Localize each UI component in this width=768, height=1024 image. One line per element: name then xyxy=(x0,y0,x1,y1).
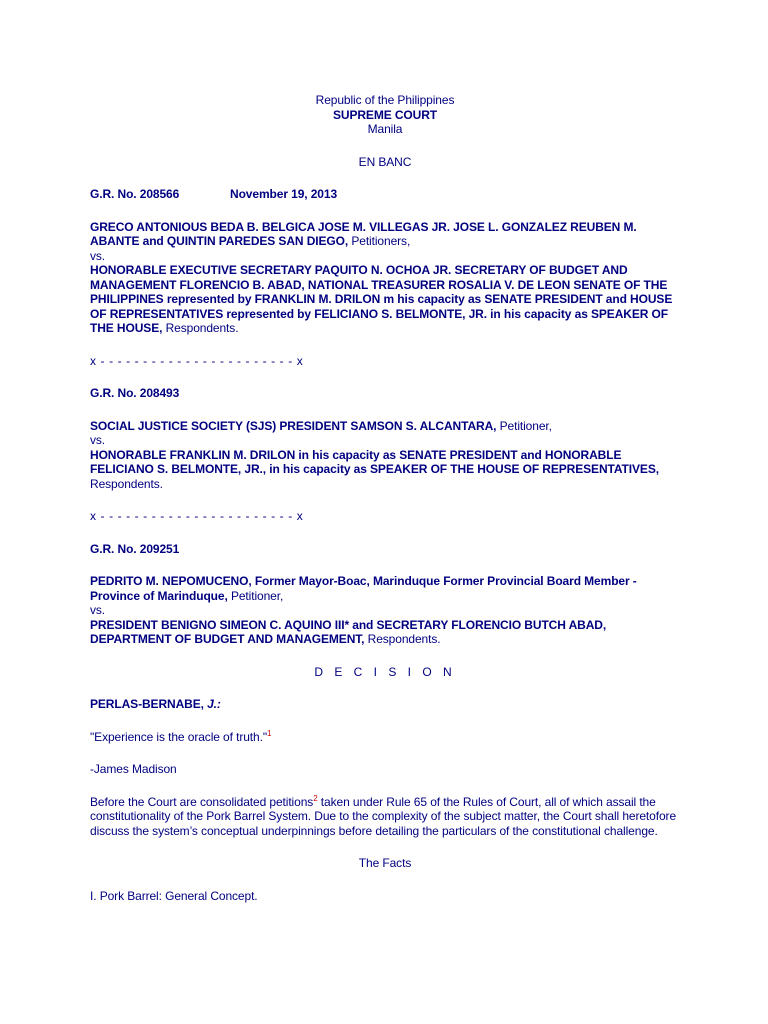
epigraph-author: -James Madison xyxy=(90,762,177,776)
epigraph-quote-text: "Experience is the oracle of truth." xyxy=(90,729,268,744)
ponente xyxy=(90,697,680,712)
case1-heading xyxy=(90,187,680,202)
ponente-name: PERLAS-BERNABE, xyxy=(90,697,204,711)
case3-vs: vs. xyxy=(90,603,106,617)
case1-gr-number: G.R. No. 208566 xyxy=(90,187,180,201)
intro-part-1: Before the Court are consolidated petitions xyxy=(90,794,314,809)
decision-heading: D E C I S I O N xyxy=(314,664,456,679)
separator-2: x - - - - - - - - - - - - - - - - - - - - - - - x xyxy=(90,509,304,523)
case3-respondent-role: Respondents. xyxy=(364,632,441,646)
case2-vs: vs. xyxy=(90,433,106,447)
case2-petitioner-names: SOCIAL JUSTICE SOCIETY (SJS) PRESIDENT SAMSON S. ALCANTARA, xyxy=(90,418,497,433)
case2-petitioner xyxy=(90,419,680,434)
footnote-link-2[interactable]: 2 xyxy=(313,793,318,803)
case3-petitioner xyxy=(90,574,680,603)
intro-part-2: taken under Rule 65 of the Rules of Court, all of which assail the constitutionality of the Pork Barrel System. Due to the complexity of the subject matter, the Court shall heretofore discuss the system’s conceptual underpinnings before detailing the particulars of the constitutional challenge. xyxy=(90,794,677,838)
case2-respondent-role: Respondents. xyxy=(90,476,163,491)
case1-petitioner-role: Petitioners, xyxy=(348,234,411,248)
footnote-link-1[interactable]: 1 xyxy=(267,728,272,738)
case1-date: November 19, 2013 xyxy=(230,187,338,201)
ponente-title: J.: xyxy=(203,697,221,711)
header-block xyxy=(90,93,680,137)
case1-respondent-names: HONORABLE EXECUTIVE SECRETARY PAQUITO N. OCHOA JR. SECRETARY OF BUDGET AND MANAGEMENT FLORENCIO B. ABAD, NATIONAL TREASURER ROSALIA V. DE LEON SENATE OF THE PHILIPPINES represented by FRANKLIN M. DRILON m his capacity as SENATE PRESIDENT and HOUSE OF REPRESENTATIVES represented by FELICIANO S. BELMONTE, JR. in his capacity as SPEAKER OF THE HOUSE, xyxy=(90,263,673,335)
case3-respondents xyxy=(90,618,680,647)
case2-respondent-names: HONORABLE FRANKLIN M. DRILON in his capacity as SENATE PRESIDENT and HONORABLE FELICIANO S. BELMONTE, JR., in his capacity as SPEAKER OF THE HOUSE OF REPRESENTATIVES, xyxy=(90,447,659,476)
case2-respondents xyxy=(90,448,680,492)
case1-petitioner-names: GRECO ANTONIOUS BEDA B. BELGICA JOSE M. VILLEGAS JR. JOSE L. GONZALEZ REUBEN M. ABANTE and QUINTIN PAREDES SAN DIEGO, xyxy=(90,219,637,248)
case3-gr-number: G.R. No. 209251 xyxy=(90,541,180,556)
case1-vs: vs. xyxy=(90,248,106,263)
case2-gr-number: G.R. No. 208493 xyxy=(90,386,180,400)
en-banc-heading: EN BANC xyxy=(358,154,412,169)
separator-1: x - - - - - - - - - - - - - - - - - - - - - - - x xyxy=(90,353,304,368)
court-name: SUPREME COURT xyxy=(332,107,438,122)
epigraph-quote xyxy=(90,730,680,745)
case1-petitioners xyxy=(90,220,680,249)
intro-paragraph xyxy=(90,795,680,839)
city-line: Manila xyxy=(367,122,403,136)
case3-petitioner-role: Petitioner, xyxy=(227,588,284,603)
document-page xyxy=(90,93,680,903)
case2-petitioner-role: Petitioner, xyxy=(496,418,552,433)
section-1-heading: I. Pork Barrel: General Concept. xyxy=(90,888,258,903)
case1-respondent-role: Respondents. xyxy=(162,321,239,335)
case3-petitioner-names: PEDRITO M. NEPOMUCENO, Former Mayor-Boac, Marinduque Former Provincial Board Member -Province of Marinduque, xyxy=(90,574,637,603)
case1-respondents xyxy=(90,263,680,336)
case3-respondent-names: PRESIDENT BENIGNO SIMEON C. AQUINO III* and SECRETARY FLORENCIO BUTCH ABAD, DEPARTMENT OF BUDGET AND MANAGEMENT, xyxy=(90,617,607,646)
facts-heading: The Facts xyxy=(358,856,412,870)
republic-line: Republic of the Philippines xyxy=(315,93,455,107)
